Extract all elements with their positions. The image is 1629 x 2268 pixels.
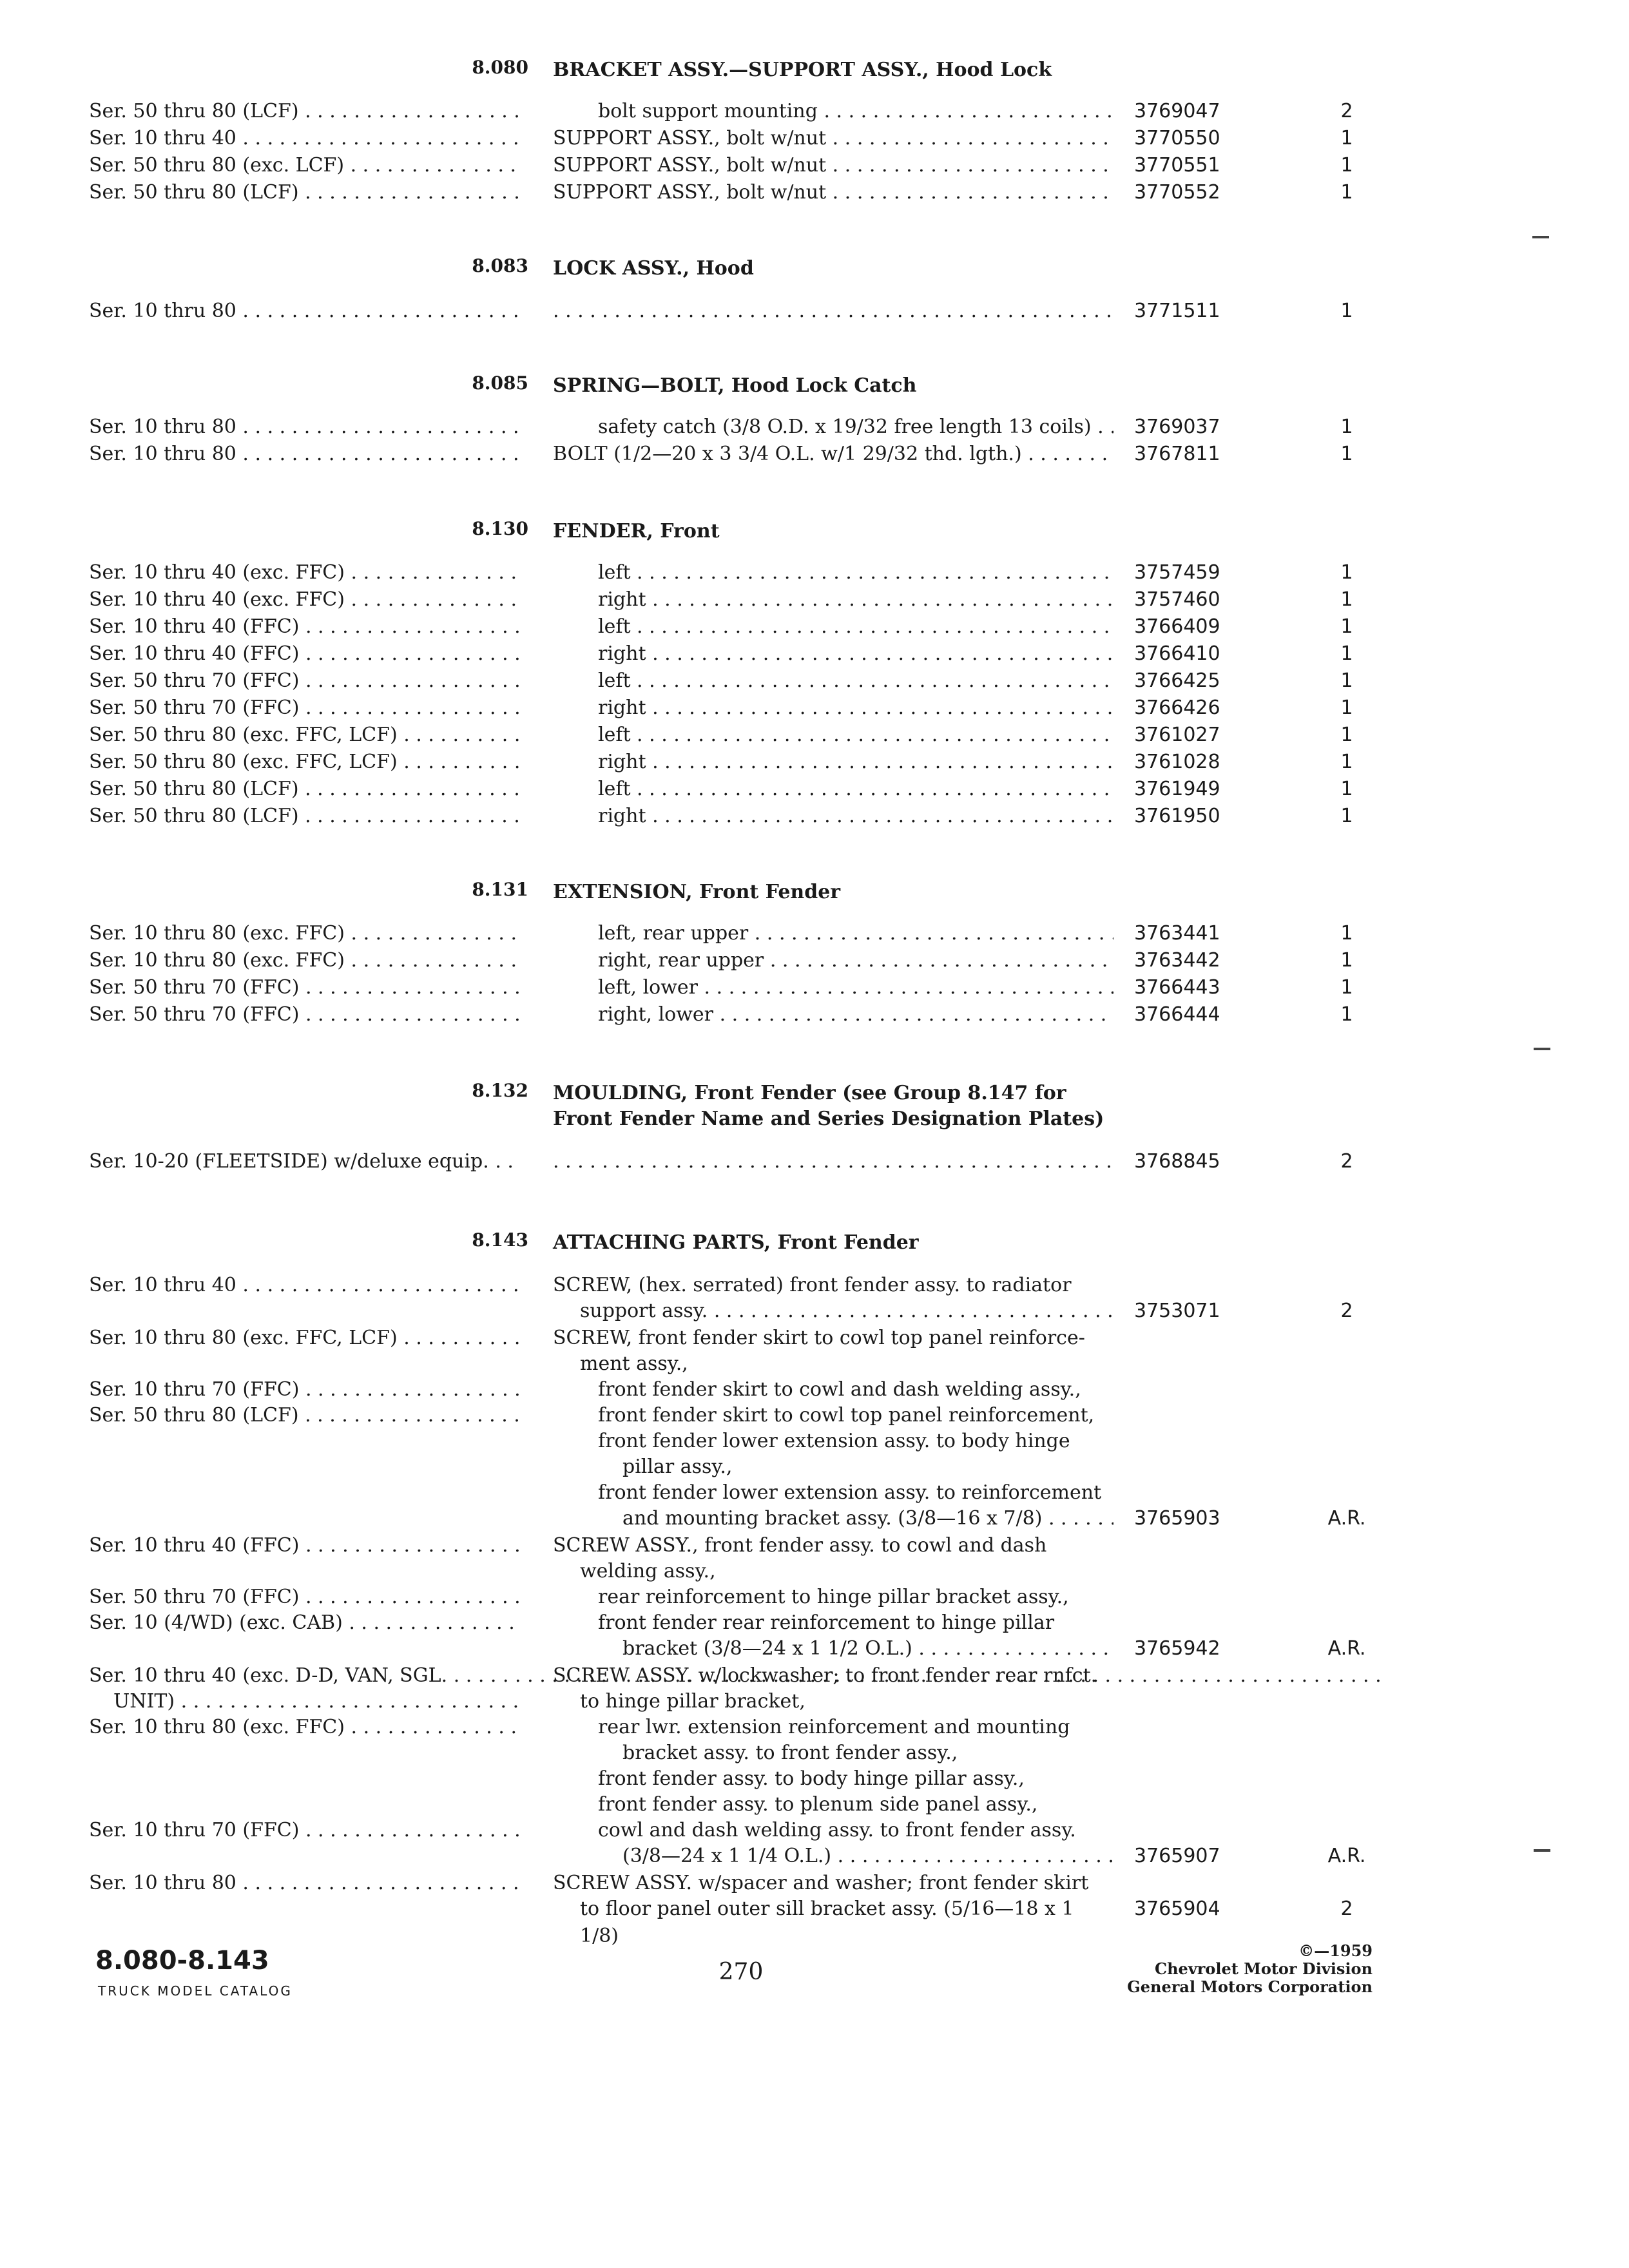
description-cell: front fender lower extension assy. to body hinge xyxy=(598,1430,1070,1452)
quantity: 1 xyxy=(1340,669,1353,692)
parts-row xyxy=(0,947,1629,974)
description-cell: right, lower . . . xyxy=(598,1001,1113,1028)
margin-mark xyxy=(1532,236,1549,238)
parts-row xyxy=(0,441,1629,468)
part-number: 3761027 xyxy=(1134,724,1220,746)
series-cell: Ser. 10 thru 40 (exc. D-D, VAN, SGL. . . . xyxy=(89,1662,521,1689)
description-cell: BOLT (1/2—20 x 3 3/4 O.L. w/1 29/32 thd. lgth.) . . . xyxy=(553,441,1113,468)
group-number: 8.132 xyxy=(472,1080,528,1101)
description-cell: left, lower . . . xyxy=(598,974,1113,1001)
series-cell: Ser. 10 thru 70 (FFC) . . . xyxy=(89,1376,521,1403)
parts-row xyxy=(0,722,1629,749)
part-number: 3761028 xyxy=(1134,751,1220,773)
series-cell: Ser. 10 thru 80 . . . xyxy=(89,298,521,325)
description-cell: front fender skirt to cowl top panel reinforcement, xyxy=(598,1404,1095,1427)
description-cell: right . . . xyxy=(598,586,1113,613)
quantity: 2 xyxy=(1340,1150,1353,1173)
quantity: 1 xyxy=(1340,697,1353,719)
series-cell: Ser. 10 thru 40 . . . xyxy=(89,1272,521,1299)
parts-row xyxy=(0,613,1629,640)
description-cell: left . . . xyxy=(598,722,1113,749)
part-number: 3765904 xyxy=(1134,1898,1220,1920)
parts-row xyxy=(0,559,1629,586)
parts-line xyxy=(0,1688,1629,1715)
description-cell xyxy=(553,298,1113,325)
part-number: 3768845 xyxy=(1134,1150,1220,1173)
part-number: 3763442 xyxy=(1134,949,1220,972)
description-cell: SCREW, (hex. serrated) front fender assy. to radiator xyxy=(553,1274,1072,1296)
parts-row xyxy=(0,414,1629,441)
series-cell: Ser. 50 thru 80 (LCF) . . . xyxy=(89,1402,521,1429)
series-cell: Ser. 10 thru 80 (exc. FFC) . . . xyxy=(89,947,521,974)
part-number: 3770551 xyxy=(1134,154,1220,177)
part-number: 3767811 xyxy=(1134,443,1220,465)
description-cell: safety catch (3/8 O.D. x 19/32 free length 13 coils) . . . xyxy=(598,414,1113,441)
quantity: 1 xyxy=(1340,724,1353,746)
quantity: 1 xyxy=(1340,1003,1353,1026)
description-cell: front fender assy. to body hinge pillar assy., xyxy=(598,1767,1025,1790)
description-cell: right . . . xyxy=(598,749,1113,776)
quantity: A.R. xyxy=(1327,1845,1366,1867)
part-number: 3761949 xyxy=(1134,778,1220,800)
group-title-line-2: Front Fender Name and Series Designation Plates) xyxy=(553,1108,1104,1130)
parts-row xyxy=(0,749,1629,776)
corporation-name: General Motors Corporation xyxy=(1127,1977,1373,1996)
catalog-name: TRUCK MODEL CATALOG xyxy=(98,1983,293,1999)
parts-line xyxy=(0,1610,1629,1637)
description-cell: SCREW ASSY., front fender assy. to cowl and dash xyxy=(553,1534,1047,1557)
parts-line xyxy=(0,1350,1629,1378)
parts-line xyxy=(0,1479,1629,1506)
series-cell: Ser. 10-20 (FLEETSIDE) w/deluxe equip. . . . xyxy=(89,1148,521,1175)
description-cell: left . . . xyxy=(598,559,1113,586)
part-number: 3766409 xyxy=(1134,615,1220,638)
quantity: 1 xyxy=(1340,181,1353,204)
quantity: 1 xyxy=(1340,127,1353,149)
part-number: 3761950 xyxy=(1134,805,1220,827)
quantity: 2 xyxy=(1340,1300,1353,1322)
page-number: 270 xyxy=(718,1959,764,1985)
description-cell: right . . . xyxy=(598,640,1113,668)
series-cell: Ser. 50 thru 80 (exc. LCF) . . . xyxy=(89,152,521,179)
description-cell: left, rear upper . . . xyxy=(598,920,1113,947)
parts-line xyxy=(0,1532,1629,1559)
description-cell: bolt support mounting . . . xyxy=(598,98,1113,125)
parts-row xyxy=(0,920,1629,947)
description-cell: to hinge pillar bracket, xyxy=(580,1690,805,1713)
series-cell: Ser. 10 thru 40 (FFC) . . . xyxy=(89,640,521,668)
description-cell: support assy. . . . xyxy=(580,1298,1113,1325)
margin-mark xyxy=(1534,1048,1550,1050)
parts-row xyxy=(0,776,1629,803)
quantity: 1 xyxy=(1340,949,1353,972)
parts-row xyxy=(0,803,1629,830)
part-number: 3765942 xyxy=(1134,1637,1220,1660)
quantity: 1 xyxy=(1340,922,1353,945)
quantity: 1 xyxy=(1340,154,1353,177)
quantity: 2 xyxy=(1340,1898,1353,1920)
description-cell: to floor panel outer sill bracket assy. (5/16—18 x 1 1/8) xyxy=(580,1898,1074,1947)
parts-line xyxy=(0,1584,1629,1611)
quantity: 1 xyxy=(1340,642,1353,665)
description-cell: ment assy., xyxy=(580,1352,688,1375)
parts-line xyxy=(0,1428,1629,1455)
series-cell: Ser. 10 thru 80 (exc. FFC, LCF) . . . xyxy=(89,1325,521,1352)
series-cell: Ser. 10 thru 40 (FFC) . . . xyxy=(89,1532,521,1559)
series-cell: Ser. 50 thru 80 (LCF) . . . xyxy=(89,803,521,830)
parts-row xyxy=(0,298,1629,325)
parts-row xyxy=(0,668,1629,695)
quantity: 1 xyxy=(1340,588,1353,611)
copyright: ©—1959 xyxy=(1298,1941,1373,1960)
parts-line xyxy=(0,1843,1629,1870)
parts-row xyxy=(0,695,1629,722)
parts-line xyxy=(0,1662,1629,1689)
group-title: SPRING—BOLT, Hood Lock Catch xyxy=(553,374,917,397)
series-cell: Ser. 50 thru 70 (FFC) . . . xyxy=(89,974,521,1001)
series-cell: Ser. 10 thru 80 . . . xyxy=(89,414,521,441)
series-cell: Ser. 10 thru 80 (exc. FFC) . . . xyxy=(89,1714,521,1741)
part-number: 3753071 xyxy=(1134,1300,1220,1322)
division-name: Chevrolet Motor Division xyxy=(1155,1959,1373,1978)
series-cell: Ser. 50 thru 70 (FFC) . . . xyxy=(89,1001,521,1028)
part-number: 3766443 xyxy=(1134,976,1220,999)
description-cell: welding assy., xyxy=(580,1560,716,1582)
group-number: 8.080 xyxy=(472,57,528,78)
part-number: 3766444 xyxy=(1134,1003,1220,1026)
quantity: A.R. xyxy=(1327,1637,1366,1660)
parts-line xyxy=(0,1298,1629,1325)
quantity: 1 xyxy=(1340,300,1353,322)
series-cell: Ser. 50 thru 70 (FFC) . . . xyxy=(89,695,521,722)
description-cell: SUPPORT ASSY., bolt w/nut . . . xyxy=(553,179,1113,206)
description-cell: rear lwr. extension reinforcement and mounting xyxy=(598,1716,1070,1738)
part-number: 3765903 xyxy=(1134,1507,1220,1530)
parts-line xyxy=(0,1817,1629,1844)
parts-line xyxy=(0,1558,1629,1585)
parts-line xyxy=(0,1896,1629,1947)
parts-line xyxy=(0,1505,1629,1532)
part-number: 3766410 xyxy=(1134,642,1220,665)
publisher-block xyxy=(1057,1942,1373,1996)
description-cell: right, rear upper . . . xyxy=(598,947,1113,974)
description-cell: SCREW, front fender skirt to cowl top panel reinforce- xyxy=(553,1327,1085,1349)
description-cell: front fender assy. to plenum side panel assy., xyxy=(598,1793,1038,1816)
parts-line xyxy=(0,1791,1629,1818)
series-cell: Ser. 50 thru 80 (LCF) . . . xyxy=(89,98,521,125)
quantity: 1 xyxy=(1340,805,1353,827)
description-cell: pillar assy., xyxy=(622,1456,733,1478)
parts-row xyxy=(0,125,1629,152)
description-cell: front fender rear reinforcement to hinge pillar xyxy=(598,1611,1055,1634)
quantity: 1 xyxy=(1340,976,1353,999)
part-number: 3763441 xyxy=(1134,922,1220,945)
series-cell: Ser. 10 thru 80 (exc. FFC) . . . xyxy=(89,920,521,947)
margin-mark xyxy=(1534,1849,1550,1852)
series-cell: Ser. 50 thru 70 (FFC) . . . xyxy=(89,668,521,695)
series-cell: Ser. 10 thru 80 . . . xyxy=(89,1870,521,1897)
series-cell: Ser. 10 (4/WD) (exc. CAB) . . . xyxy=(89,1610,521,1637)
description-cell: front fender lower extension assy. to reinforcement xyxy=(598,1481,1102,1504)
series-cell: Ser. 10 thru 40 (exc. FFC) . . . xyxy=(89,559,521,586)
parts-line xyxy=(0,1272,1629,1299)
quantity: 1 xyxy=(1340,778,1353,800)
description-cell: SCREW ASSY. w/lockwasher; to front fender rear rnfct. xyxy=(553,1664,1097,1687)
part-number: 3770550 xyxy=(1134,127,1220,149)
description-cell: (3/8—24 x 1 1/4 O.L.) . . . xyxy=(622,1843,1113,1870)
group-number: 8.083 xyxy=(472,255,528,276)
parts-row xyxy=(0,179,1629,206)
description-cell: right . . . xyxy=(598,695,1113,722)
description-cell xyxy=(553,1148,1113,1175)
parts-row xyxy=(0,586,1629,613)
quantity: 1 xyxy=(1340,443,1353,465)
quantity: 2 xyxy=(1340,100,1353,122)
group-number: 8.143 xyxy=(472,1229,528,1251)
series-cell: Ser. 50 thru 80 (exc. FFC, LCF) . . . xyxy=(89,722,521,749)
group-title: EXTENSION, Front Fender xyxy=(553,881,841,903)
description-cell: SUPPORT ASSY., bolt w/nut . . . xyxy=(553,152,1113,179)
part-number: 3765907 xyxy=(1134,1845,1220,1867)
group-title: BRACKET ASSY.—SUPPORT ASSY., Hood Lock xyxy=(553,59,1052,81)
parts-line xyxy=(0,1740,1629,1767)
parts-line xyxy=(0,1714,1629,1741)
part-number: 3770552 xyxy=(1134,181,1220,204)
description-cell: left . . . xyxy=(598,613,1113,640)
parts-line xyxy=(0,1635,1629,1662)
series-cell: Ser. 50 thru 80 (LCF) . . . xyxy=(89,179,521,206)
group-number: 8.085 xyxy=(472,372,528,394)
part-number: 3769047 xyxy=(1134,100,1220,122)
parts-line xyxy=(0,1765,1629,1792)
description-cell: rear reinforcement to hinge pillar bracket assy., xyxy=(598,1586,1069,1608)
description-cell: bracket (3/8—24 x 1 1/2 O.L.) . . . xyxy=(622,1635,1113,1662)
part-number: 3769037 xyxy=(1134,416,1220,438)
series-cell: Ser. 50 thru 70 (FFC) . . . xyxy=(89,1584,521,1611)
series-cell: Ser. 50 thru 80 (LCF) . . . xyxy=(89,776,521,803)
parts-line xyxy=(0,1454,1629,1481)
description-cell: left . . . xyxy=(598,668,1113,695)
group-title-line-1: MOULDING, Front Fender (see Group 8.147 for xyxy=(553,1082,1066,1104)
quantity: 1 xyxy=(1340,615,1353,638)
series-cell: Ser. 50 thru 80 (exc. FFC, LCF) . . . xyxy=(89,749,521,776)
parts-row xyxy=(0,152,1629,179)
series-cell: Ser. 10 thru 40 (FFC) . . . xyxy=(89,613,521,640)
part-number: 3757460 xyxy=(1134,588,1220,611)
quantity: 1 xyxy=(1340,416,1353,438)
group-number: 8.130 xyxy=(472,518,528,539)
description-cell: cowl and dash welding assy. to front fender assy. xyxy=(598,1819,1076,1841)
description-cell: SCREW ASSY. w/spacer and washer; front fender skirt xyxy=(553,1872,1089,1894)
series-cell: UNIT) . . . xyxy=(113,1688,521,1715)
parts-row xyxy=(0,640,1629,668)
parts-row xyxy=(0,98,1629,125)
series-cell: Ser. 10 thru 80 . . . xyxy=(89,441,521,468)
description-cell: right . . . xyxy=(598,803,1113,830)
part-number: 3757459 xyxy=(1134,561,1220,584)
parts-line xyxy=(0,1376,1629,1403)
series-cell: Ser. 10 thru 70 (FFC) . . . xyxy=(89,1817,521,1844)
series-cell: Ser. 10 thru 40 (exc. FFC) . . . xyxy=(89,586,521,613)
quantity: 1 xyxy=(1340,561,1353,584)
description-cell: and mounting bracket assy. (3/8—16 x 7/8) . . . xyxy=(622,1505,1113,1532)
description-cell: bracket assy. to front fender assy., xyxy=(622,1742,958,1764)
part-number: 3766425 xyxy=(1134,669,1220,692)
series-cell: Ser. 10 thru 40 . . . xyxy=(89,125,521,152)
group-title: ATTACHING PARTS, Front Fender xyxy=(553,1231,919,1254)
parts-row xyxy=(0,974,1629,1001)
group-number: 8.131 xyxy=(472,879,528,900)
page-range: 8.080-8.143 xyxy=(95,1946,269,1975)
quantity: A.R. xyxy=(1327,1507,1366,1530)
part-number: 3766426 xyxy=(1134,697,1220,719)
part-number: 3771511 xyxy=(1134,300,1220,322)
group-title: LOCK ASSY., Hood xyxy=(553,257,754,280)
group-title: FENDER, Front xyxy=(553,520,720,543)
parts-line xyxy=(0,1325,1629,1352)
parts-row xyxy=(0,1001,1629,1028)
parts-row xyxy=(0,1148,1629,1175)
description-cell: front fender skirt to cowl and dash welding assy., xyxy=(598,1378,1081,1401)
quantity: 1 xyxy=(1340,751,1353,773)
description-cell: left . . . xyxy=(598,776,1113,803)
description-cell: SUPPORT ASSY., bolt w/nut . . . xyxy=(553,125,1113,152)
parts-line xyxy=(0,1870,1629,1897)
parts-line xyxy=(0,1402,1629,1429)
